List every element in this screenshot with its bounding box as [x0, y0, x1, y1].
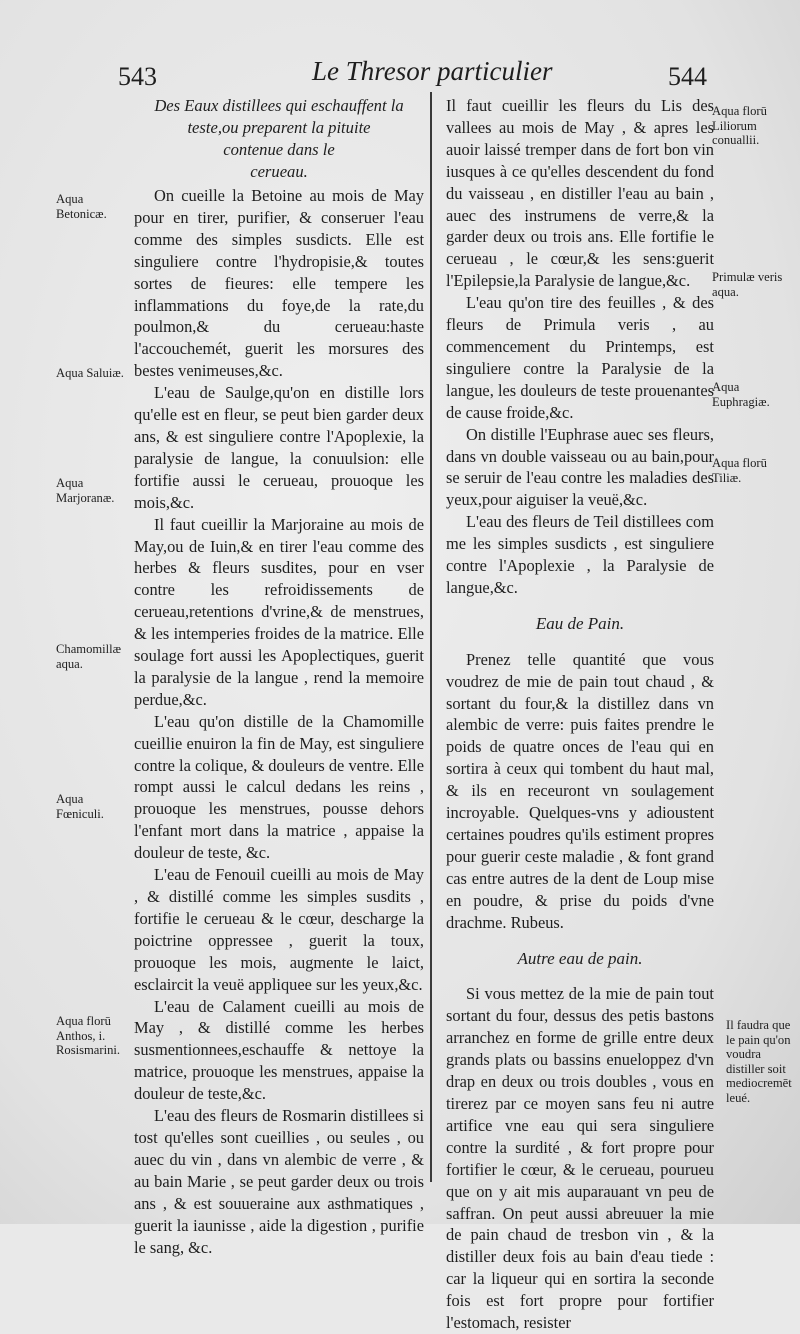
paragraph-fenouil: L'eau de Fenouil cueilli au mois de May , & distillé comme les simples susdits , fortifie le cerueau & le cœur, descharge la poictrine oppressee , guerit la toux, prouoque les mois, augmente le laict, esclaircit la veuë appliquee sur les yeux,&c.: [134, 865, 424, 994]
margin-note-pain: Il faudra que le pain qu'on voudra distiller soit mediocremēt leué.: [726, 1018, 792, 1105]
paragraph-betoine: On cueille la Betoine au mois de May pour en tirer, purifier, & conseruer l'eau comme des simples susdicts. Elle est singuliere contre l'hydropisie,& toutes sortes de fieures: elle tempere les inflammations du foye,de la rate,du poulmon,& du cerueau:haste l'accouchemét, guerit les morsures des bestes venimeuses,&c.: [134, 186, 424, 381]
margin-note-saluiae: Aqua Saluiæ.: [56, 366, 124, 380]
margin-note-primulae: Primulæ veris aqua.: [712, 270, 783, 299]
margin-note-marjoranae: Aqua Marjoranæ.: [56, 476, 115, 505]
paragraph-autre-eau: Si vous mettez de la mie de pain tout sortant du four, dessus des petis bastons arranchez en forme de grille entre deux grands plats ou bassins enueloppez d'vn drap en deux ou trois doubles , vous en tirerez par ce moyen sans feu ni autre artifice vne eau qui sera singuliere contre la surdité , & fort propre pour fortifier le cœur, & le cerueau, pourueu que on y ait mis auparauant vn peu de saffran. On peut aussi abreuuer la mie de pain chaud de tresbon vin , & la distiller deux fois au bain d'eau tiede : car la liqueur qui en sortira la seconde fois est fort propre pour fortifier l'estomach, resister: [446, 984, 714, 1333]
left-column: [134, 95, 424, 1258]
margin-note-foeniculi: Aqua Fœniculi.: [56, 792, 104, 821]
chapter-heading-line: Des Eaux distillees qui eschauffent la: [154, 96, 404, 115]
chapter-heading-line: cerueau.: [250, 162, 308, 181]
paragraph-rosmarin: L'eau des fleurs de Rosmarin distillees si tost qu'elles sont cueillies , ou seules , ou auec du vin , dans vn alembic de verre , & au bain Marie , se peut garder deux ou trois ans , & est souueraine aux asthmatiques , guerit la iaunisse , aide la digestion , purifie le sang, &c.: [134, 1106, 424, 1257]
paragraph-euphrase: On distille l'Euphrase auec ses fleurs, dans vn double vaisseau ou au bain,pour se seruir de l'eau contre les maladies des yeux,pour aiguiser la veuë,&c.: [446, 424, 714, 510]
running-title: Le Thresor particulier: [312, 56, 553, 86]
margin-note-chamomillae: Chamomillæ aqua.: [56, 642, 122, 671]
paragraph-primula: L'eau qu'on tire des feuilles , & des fleurs de Primula veris , au commencement du Printemps, est singuliere contre la Paralysie de la langue, les douleurs de teste prouenantes de cause froide,&c.: [446, 293, 714, 422]
paragraph-calament: L'eau de Calament cueilli au mois de May , & distillé comme les herbes susmentionnees,eschauffe & nettoye la matrice, prouoque les menstrues, appaise la douleur de teste,&c.: [134, 996, 424, 1104]
right-column: [446, 95, 714, 1334]
margin-note-euphragiae: Aqua Euphragiæ.: [712, 380, 770, 409]
section-title-eau-de-pain: Eau de Pain.: [535, 613, 625, 633]
section-title-autre-eau: Autre eau de pain.: [517, 948, 643, 968]
margin-note-betonicae: Aqua Betonicæ.: [56, 192, 107, 221]
chapter-heading: [134, 95, 424, 183]
paragraph-marjoraine: Il faut cueillir la Marjoraine au mois de May,ou de Iuin,& en tirer l'eau comme des herbes & fleurs susdites, pour en vser contre les refroidissements de cerueau,retentions d'vrine,& de menstrues, & les intemperies froides de la matrice. Elle soulage fort aussi les Apoplectiques, guerit la paralysie de la langue , rend la memoire perdue,&c.: [134, 514, 424, 709]
chapter-heading-line: teste,ou preparent la pituite: [187, 118, 371, 137]
paragraph-eau-de-pain: Prenez telle quantité que vous voudrez de mie de pain tout chaud , & sortant du four,& la distillez dans vn alembic de verre: puis faites prendre le poids de quatre onces de l'eau qui en sortira à ceux qui tombent du haut mal, & ils en receuront vn soulagement incroyable. Quelques-vns y adioustent certaines poudres qu'ils estiment propres pour guerir ceste maladie , & font grand cas entre autres de la dent de Loup mise en poudre, & prise du poids d'vne drachme. Rubeus.: [446, 649, 714, 932]
paragraph-saulge: L'eau de Saulge,qu'on en distille lors qu'elle est en fleur, se peut bien garder deux ans, & est singuliere contre l'Apoplexie, la paralysie de langue, la conuulsion: elle fortifie aussi le cerueau, prouoque les mois,&c.: [134, 383, 424, 512]
paragraph-chamomille: L'eau qu'on distille de la Chamomille cueillie enuiron la fin de May, est singuliere contre la colique, & douleurs de ventre. Elle rompt aussi le calcul dedans les reins , prouoque les menstrues, pousse dehors l'enfant mort dans la matrice , appaise la douleur de teste, &c.: [134, 711, 424, 863]
margin-note-tiliae: Aqua florū Tiliæ.: [712, 456, 767, 485]
column-divider: [430, 92, 432, 1182]
paragraph-lis: Il faut cueillir les fleurs du Lis des vallees au mois de May , & apres les auoir laissé tremper dans de fort bon vin iusques à ce qu'elles descendent du fond du vaisseau , en distiller l'eau au bain , auec des instrumens de verre,& la garder deux ou trois ans. Elle fortifie le cerueau , le cœur,& les sens:guerit l'Epilepsie,la Paralysie de langue,&c.: [446, 96, 714, 291]
margin-note-liliorum: Aqua florū Liliorum conuallii.: [712, 104, 767, 147]
margin-note-rosmarin: Aqua florū Anthos, i. Rosismarini.: [56, 1014, 121, 1057]
page-number-right: 544: [668, 62, 707, 91]
chapter-heading-line: contenue dans le: [223, 140, 335, 159]
paragraph-teil: L'eau des fleurs de Teil distillees com me les simples susdicts , est singuliere contre l'Apoplexie , la Paralysie de langue,&c.: [446, 512, 714, 597]
page-number-left: 543: [118, 62, 157, 91]
